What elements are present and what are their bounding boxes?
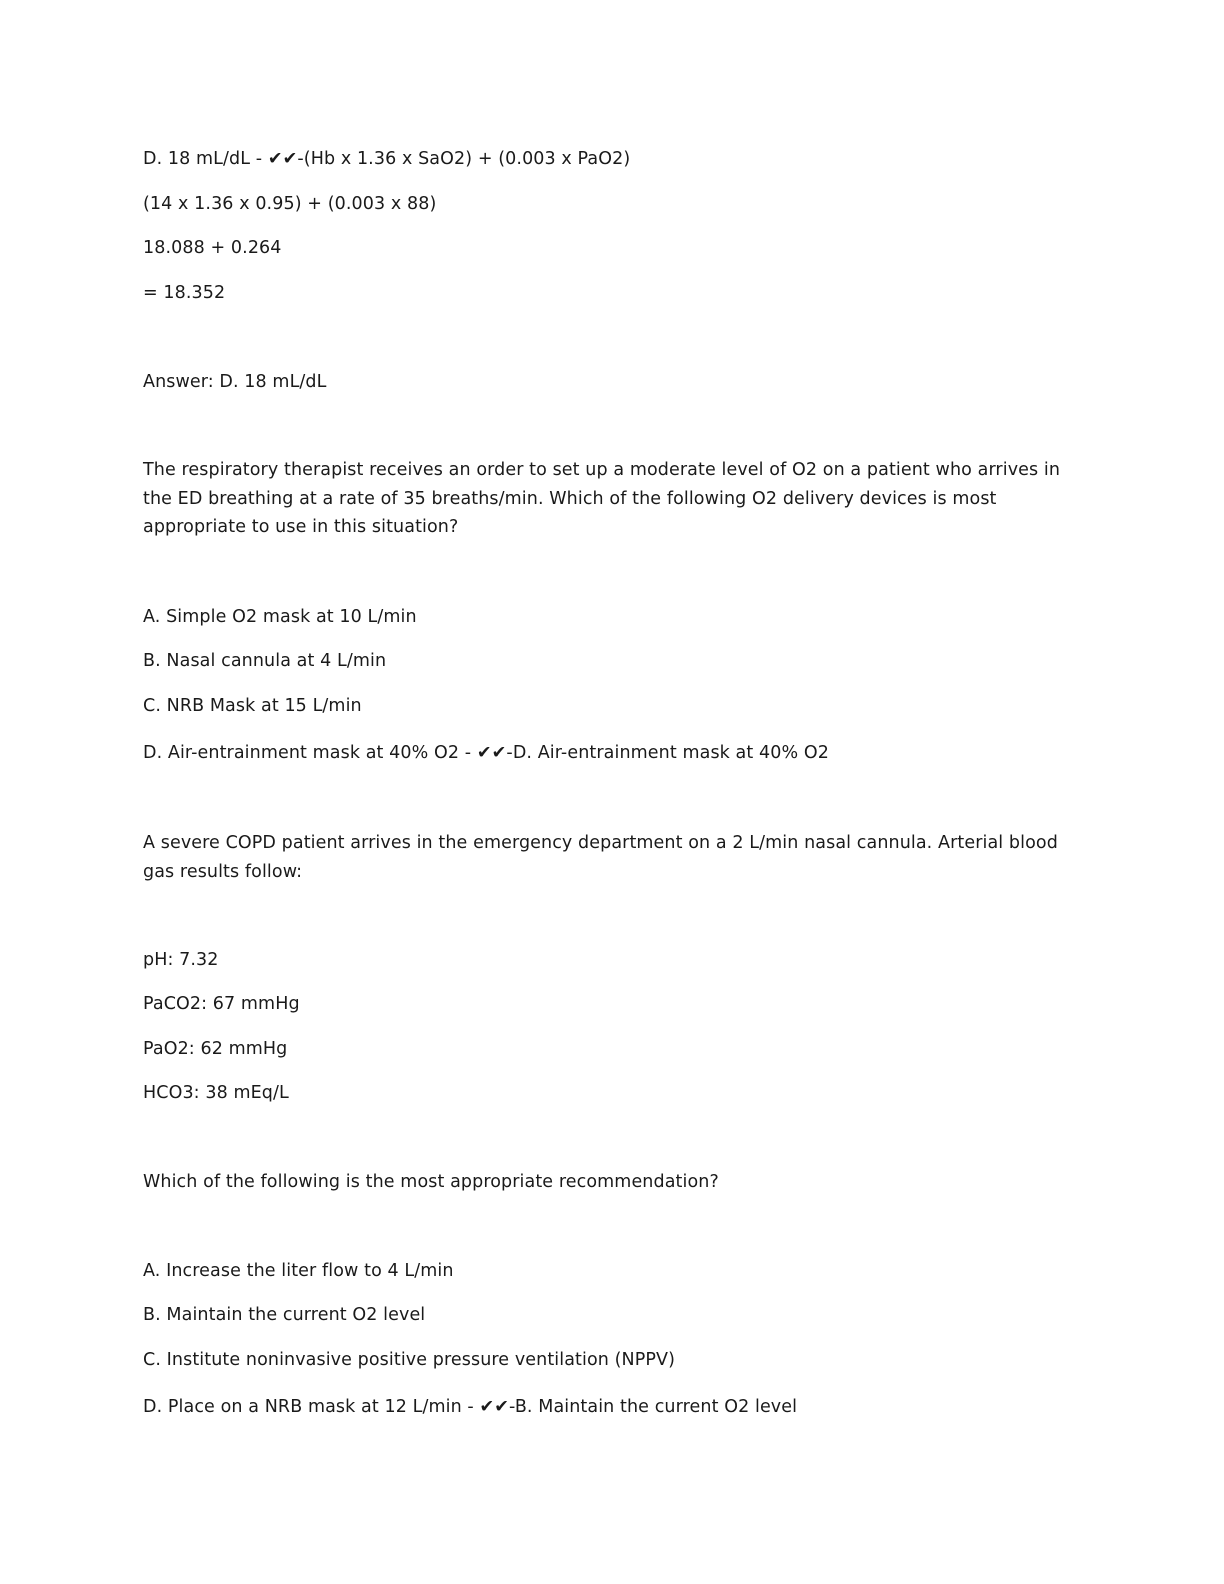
abg-hco3: HCO3: 38 mEq/L xyxy=(143,1083,289,1103)
calc-line-result: = 18.352 xyxy=(143,283,226,303)
abg-ph: pH: 7.32 xyxy=(143,950,219,970)
question-2-option-c: C. NRB Mask at 15 L/min xyxy=(143,696,362,716)
question-2-option-a: A. Simple O2 mask at 10 L/min xyxy=(143,607,417,627)
question-3-option-d: D. Place on a NRB mask at 12 L/min - ✔✔-B. Maintain the current O2 level xyxy=(143,1397,798,1417)
question-2-option-d: D. Air-entrainment mask at 40% O2 - ✔✔-D. Air-entrainment mask at 40% O2 xyxy=(143,743,829,763)
question-2-option-b: B. Nasal cannula at 4 L/min xyxy=(143,651,387,671)
question-3-stem: A severe COPD patient arrives in the emergency department on a 2 L/min nasal cannula. Arterial blood gas results follow: xyxy=(143,833,1058,882)
calc-line-partial: 18.088 + 0.264 xyxy=(143,238,282,258)
answer-line: Answer: D. 18 mL/dL xyxy=(143,372,327,392)
abg-pao2: PaO2: 62 mmHg xyxy=(143,1039,288,1059)
calc-line-substitution: (14 x 1.36 x 0.95) + (0.003 x 88) xyxy=(143,194,437,214)
question-2-stem: The respiratory therapist receives an order to set up a moderate level of O2 on a patient who arrives in the ED breathing at a rate of 35 breaths/min. Which of the following O2 delivery devices is most appropriate to use in this situation? xyxy=(143,460,1061,537)
question-3-option-c: C. Institute noninvasive positive pressure ventilation (NPPV) xyxy=(143,1350,676,1370)
abg-paco2: PaCO2: 67 mmHg xyxy=(143,994,300,1014)
calc-line-formula: D. 18 mL/dL - ✔✔-(Hb x 1.36 x SaO2) + (0.003 x PaO2) xyxy=(143,149,631,169)
question-3-option-a: A. Increase the liter flow to 4 L/min xyxy=(143,1261,454,1281)
question-3-option-b: B. Maintain the current O2 level xyxy=(143,1305,426,1325)
question-3-prompt: Which of the following is the most appropriate recommendation? xyxy=(143,1172,719,1192)
